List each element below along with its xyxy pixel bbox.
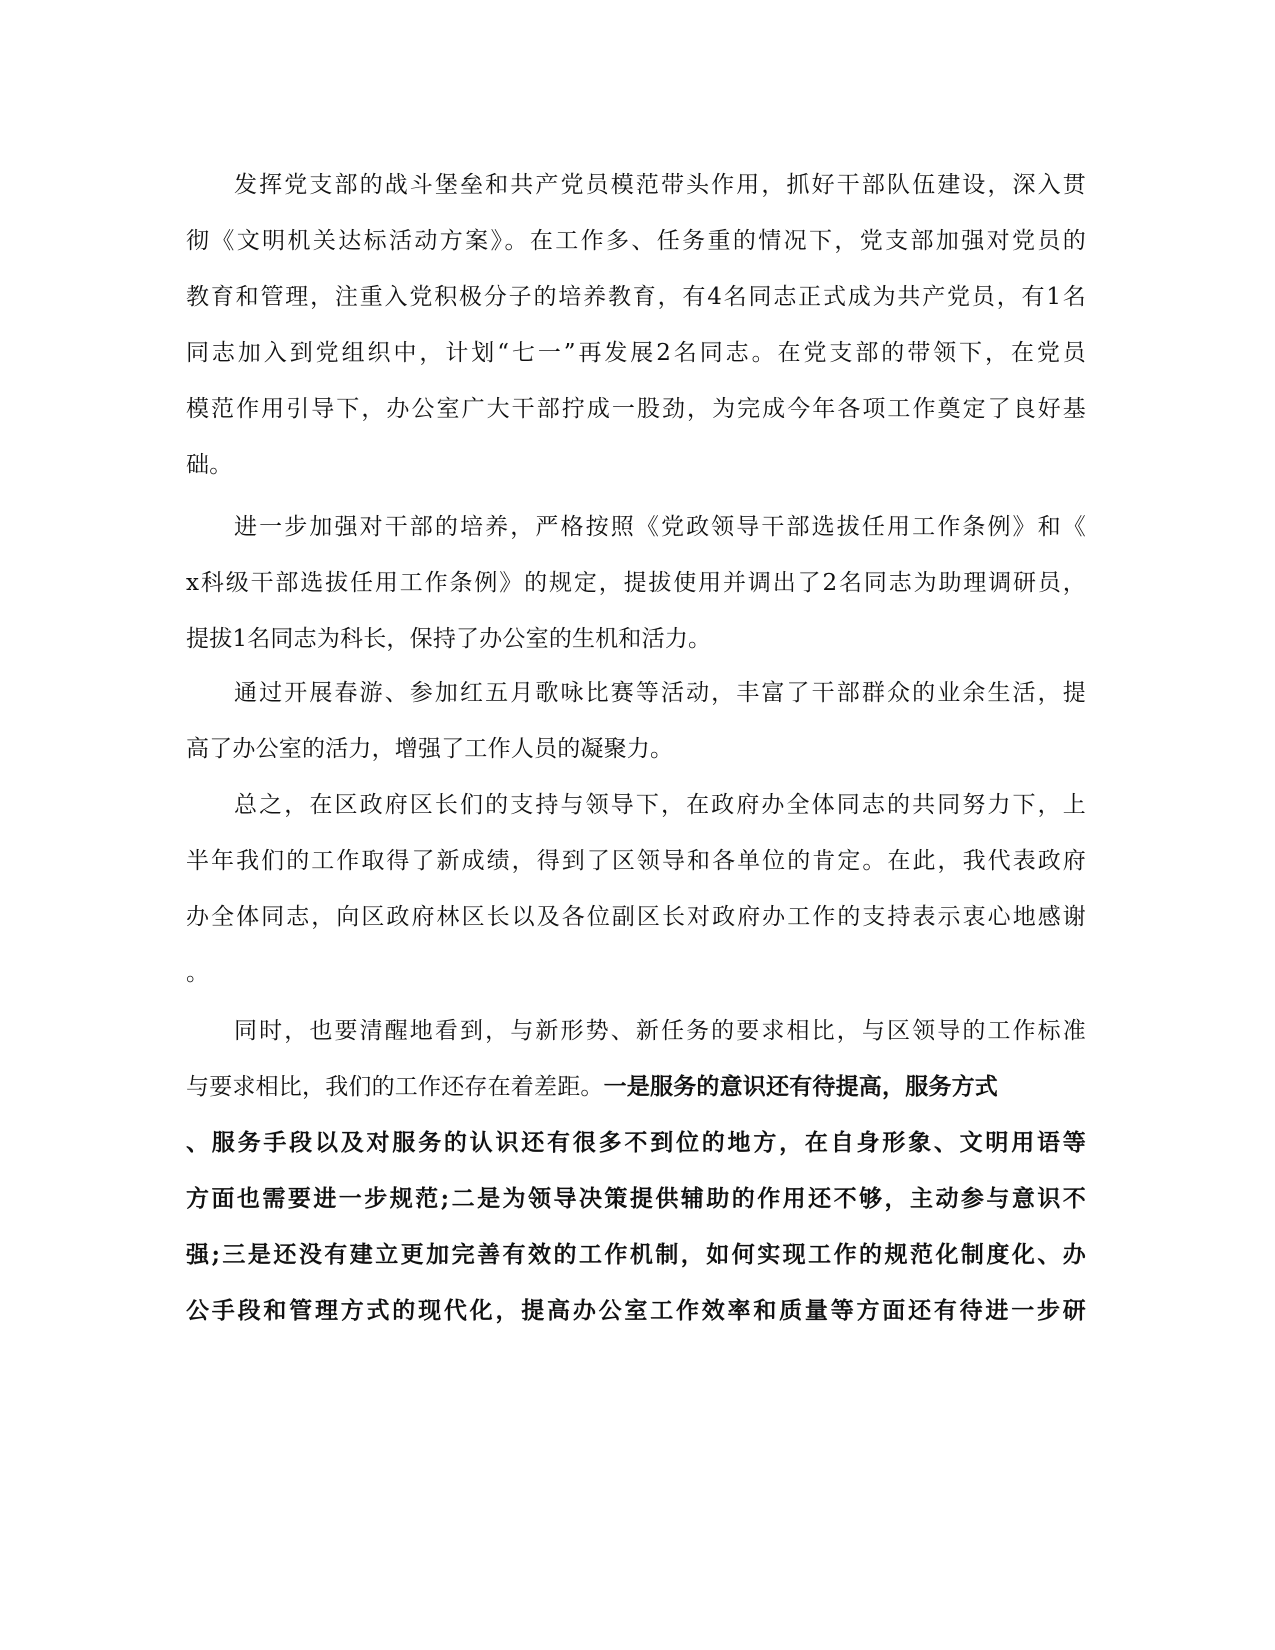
paragraph-3-line-2: 高了办公室的活力，增强了工作人员的凝聚力。: [186, 736, 674, 762]
paragraph-5-line-3: 、服务手段以及对服务的认识还有很多不到位的地方，在自身形象、文明用语等: [186, 1129, 1086, 1156]
paragraph-5-line-4: 方面也需要进一步规范;二是为领导决策提供辅助的作用还不够，主动参与意识不: [186, 1185, 1086, 1212]
paragraph-5-line-2-normal: 与要求相比，我们的工作还存在着差距。: [186, 1074, 604, 1100]
paragraph-4-line-2: 半年我们的工作取得了新成绩，得到了区领导和各单位的肯定。在此，我代表政府: [186, 848, 1086, 874]
paragraph-5-line-2-bold: 一是服务的意识还有待提高，服务方式: [603, 1073, 999, 1100]
paragraph-4-line-3: 办全体同志，向区政府林区长以及各位副区长对政府办工作的支持表示衷心地感谢: [186, 904, 1086, 930]
paragraph-5-line-5: 强;三是还没有建立更加完善有效的工作机制，如何实现工作的规范化制度化、办: [186, 1241, 1086, 1268]
paragraph-3-line-1: 通过开展春游、参加红五月歌咏比赛等活动，丰富了干部群众的业余生活，提: [234, 680, 1086, 706]
paragraph-5-line-6: 公手段和管理方式的现代化，提高办公室工作效率和质量等方面还有待进一步研: [186, 1297, 1086, 1324]
paragraph-1-line-1: 发挥党支部的战斗堡垒和共产党员模范带头作用，抓好干部队伍建设，深入贯: [234, 172, 1086, 198]
paragraph-1-line-3: 教育和管理，注重入党积极分子的培养教育，有4名同志正式成为共产党员，有1名: [186, 284, 1086, 310]
paragraph-2-line-3: 提拔1名同志为科长，保持了办公室的生机和活力。: [186, 626, 712, 652]
paragraph-2-line-2: x科级干部选拔任用工作条例》的规定，提拔使用并调出了2名同志为助理调研员，: [186, 570, 1086, 596]
paragraph-5-line-2: [186, 1072, 1086, 1102]
paragraph-1-line-4: 同志加入到党组织中，计划“七一”再发展2名同志。在党支部的带领下，在党员: [186, 340, 1086, 366]
paragraph-1-line-6: 础。: [186, 452, 233, 478]
paragraph-4-line-4: 。: [186, 960, 210, 986]
paragraph-5-line-1: 同时，也要清醒地看到，与新形势、新任务的要求相比，与区领导的工作标准: [234, 1018, 1086, 1044]
paragraph-2-line-1: 进一步加强对干部的培养，严格按照《党政领导干部选拔任用工作条例》和《: [234, 514, 1086, 540]
paragraph-4-line-1: 总之，在区政府区长们的支持与领导下，在政府办全体同志的共同努力下，上: [234, 792, 1086, 818]
paragraph-1-line-5: 模范作用引导下，办公室广大干部拧成一股劲，为完成今年各项工作奠定了良好基: [186, 396, 1086, 422]
paragraph-1-line-2: 彻《文明机关达标活动方案》。在工作多、任务重的情况下，党支部加强对党员的: [186, 228, 1086, 254]
